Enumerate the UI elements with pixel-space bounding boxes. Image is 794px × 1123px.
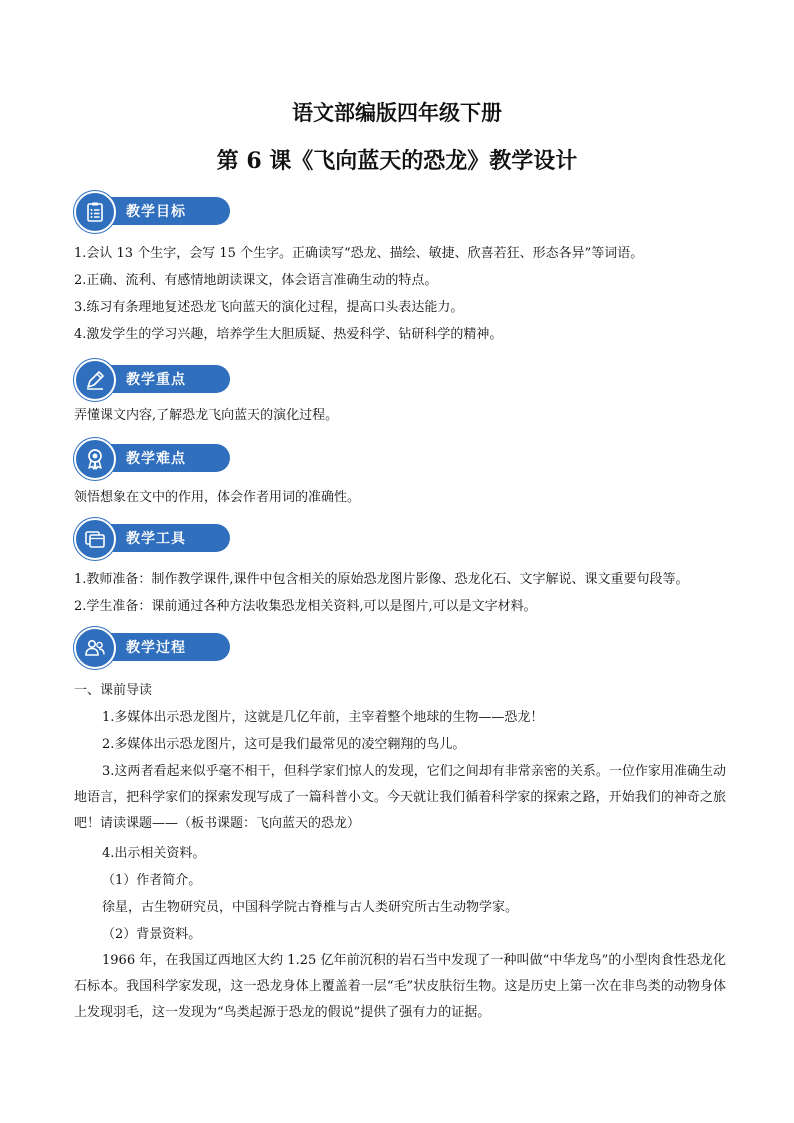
banner-label: 教学目标 xyxy=(126,204,186,220)
section-banner-goals xyxy=(74,194,230,228)
background-paragraph: 1966 年，在我国辽西地区大约 1.25 亿年前沉积的岩石当中发现了一种叫做“中华龙鸟”的小型肉食性恐龙化石标本。我国科学家发现，这一恐龙身体上覆盖着一层“毛”状皮肤衍生物。这是历史上第一次在非鸟类的动物身体上发现羽毛，这一发现为“鸟类起源于恐龙的假说”提供了强有力的证据。 xyxy=(74,953,726,1020)
sub-heading: （1）作者简介。 xyxy=(102,873,202,888)
key-point-text: 弄懂课文内容,了解恐龙飞向蓝天的演化过程。 xyxy=(74,408,339,423)
document-title: 语文部编版四年级下册 xyxy=(292,100,502,125)
process-step: 1.多媒体出示恐龙图片，这就是几亿年前，主宰着整个地球的生物——恐龙！ xyxy=(102,710,544,725)
banner-label: 教学工具 xyxy=(126,531,186,547)
section-banner-key xyxy=(74,362,230,396)
tool-item: 2.学生准备：课前通过各种方法收集恐龙相关资料,可以是图片,可以是文字材料。 xyxy=(74,599,537,614)
process-paragraph: 3.这两者看起来似乎毫不相干，但科学家们惊人的发现，它们之间却有非常亲密的关系。一位作家用准确生动地语言，把科学家们的探索发现写成了一篇科普小文。今天就让我们循着科学家的探索之路，开始我们的神奇之旅吧！请读课题——（板书课题：飞向蓝天的恐龙） xyxy=(74,764,726,831)
section-banner-difficulty xyxy=(74,441,230,475)
people-group-icon xyxy=(74,627,116,669)
folder-stack-icon xyxy=(74,518,116,560)
author-text: 徐星，古生物研究员，中国科学院古脊椎与古人类研究所古生动物学家。 xyxy=(102,900,519,915)
clipboard-list-icon xyxy=(74,191,116,233)
pencil-edit-icon xyxy=(74,359,116,401)
tool-item: 1.教师准备：制作教学课件,课件中包含相关的原始恐龙图片影像、恐龙化石、文字解说、课文重要句段等。 xyxy=(74,572,689,587)
award-ribbon-icon xyxy=(74,438,116,480)
banner-label: 教学过程 xyxy=(126,640,186,656)
process-heading: 一、课前导读 xyxy=(74,683,153,698)
goal-item: 1.会认 13 个生字，会写 15 个生字。正确读写“恐龙、描绘、敏捷、欣喜若狂、形态各异”等词语。 xyxy=(74,246,644,261)
banner-label: 教学重点 xyxy=(126,372,186,388)
lesson-title: 第 6 课《飞向蓝天的恐龙》教学设计 xyxy=(216,148,578,174)
goal-item: 2.正确、流利、有感情地朗读课文，体会语言准确生动的特点。 xyxy=(74,273,438,288)
section-banner-tools xyxy=(74,521,230,555)
sub-heading: （2）背景资料。 xyxy=(102,927,202,942)
difficulty-text: 领悟想象在文中的作用，体会作者用词的准确性。 xyxy=(74,490,361,505)
process-step: 4.出示相关资料。 xyxy=(102,846,206,861)
process-step: 2.多媒体出示恐龙图片，这可是我们最常见的凌空翱翔的鸟儿。 xyxy=(102,737,466,752)
section-banner-process xyxy=(74,630,230,664)
banner-label: 教学难点 xyxy=(126,451,186,467)
goal-item: 4.激发学生的学习兴趣，培养学生大胆质疑、热爱科学、钻研科学的精神。 xyxy=(74,327,503,342)
goal-item: 3.练习有条理地复述恐龙飞向蓝天的演化过程，提高口头表达能力。 xyxy=(74,300,464,315)
